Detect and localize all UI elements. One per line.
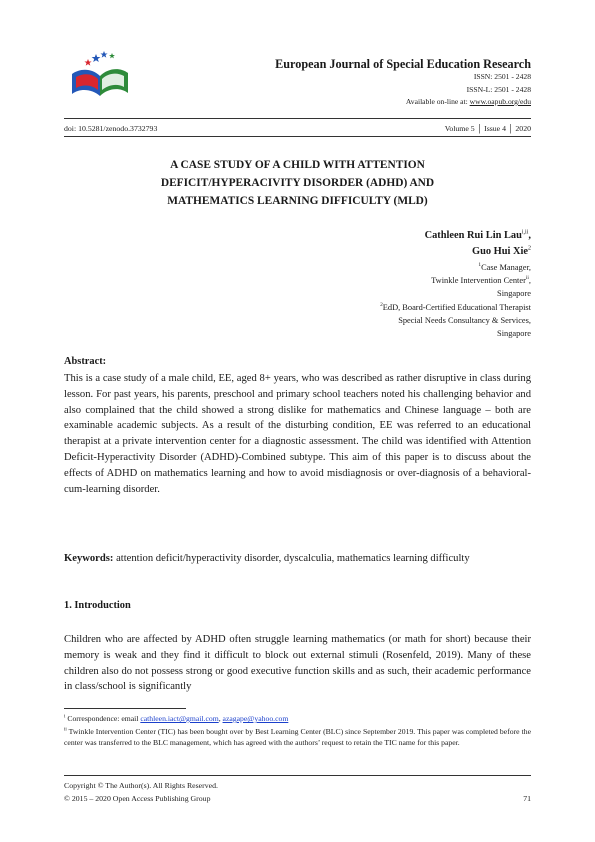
- journal-logo: [66, 50, 138, 100]
- author-1-comma: ,: [528, 230, 531, 241]
- doi: doi: 10.5281/zenodo.3732793: [64, 124, 158, 133]
- author-1-name: Cathleen Rui Lin Lau: [424, 230, 522, 241]
- footnote-2: [64, 726, 531, 748]
- title-line: A CASE STUDY OF A CHILD WITH ATTENTION: [170, 159, 425, 171]
- header-rule-bottom: [64, 136, 531, 137]
- affiliation-1-org-mark: ii: [525, 275, 529, 282]
- keywords: [64, 551, 531, 567]
- title-line: MATHEMATICS LEARNING DIFFICULTY (MLD): [167, 195, 428, 207]
- affiliation-1-mark: 1: [478, 262, 482, 269]
- affiliation-1-org-comma: ,: [528, 276, 531, 285]
- issn-l: ISSN-L: 2501 - 2428: [466, 85, 531, 94]
- footer-rule: [64, 775, 531, 776]
- abstract-body: This is a case study of a male child, EE, aged 8+ years, who was described as rather disruptive in class during lesson. For past years, his parents, preschool and primary school teachers noted his challenging behavior and also complained that the child showed a strong dislike for mathematics and Chinese language – both are examinable academic subjects. As a result of the disturbing condition, EE was referred to an educational therapist at a private intervention center for a diagnostic assessment. The child was identified with Attention Deficit-Hyperactivity Disorder (ADHD)-Combined subtype. This aim of this paper is to discuss about the effects of ADHD on mathematics learning and how to avoid misdiagnosis or over-diagnosis of a behavioral-cum-learning disorder.: [64, 373, 531, 495]
- email-link-1[interactable]: cathleen.iact@gmail.com: [140, 714, 219, 723]
- footnote-1-prefix: Correspondence: email: [67, 714, 141, 723]
- available-online: [406, 97, 531, 106]
- paper-title: [64, 156, 531, 210]
- copyright-line-2: © 2015 – 2020 Open Access Publishing Group: [64, 794, 211, 803]
- footnote-rule: [64, 708, 186, 709]
- affiliation-1-line-1: [478, 263, 531, 272]
- email-link-2[interactable]: azagape@yahoo.com: [222, 714, 289, 723]
- keywords-text: attention deficit/hyperactivity disorder, dyscalculia, mathematics learning difficulty: [113, 553, 470, 564]
- introduction-body: Children who are affected by ADHD often struggle learning mathematics (or math for short) because their memory is weak and they find it difficult to block out external stimuli (Rosenfeld, 2019). Many of these children also do not possess strong or good executive function skills and as such, their academic performance in class/school is significantly: [64, 634, 531, 693]
- volume-issue-year: Volume 5 │ Issue 4 │ 2020: [444, 124, 531, 133]
- author-2-name: Guo Hui Xie: [471, 246, 528, 257]
- author-1: [425, 230, 531, 241]
- journal-website-link[interactable]: www.oapub.org/edu: [469, 97, 531, 106]
- author-1-marks: i,ii: [521, 229, 529, 236]
- affiliation-2-line-2: Special Needs Consultancy & Services,: [398, 316, 531, 325]
- title-line: DEFICIT/HYPERACIVITY DISORDER (ADHD) AND: [160, 177, 435, 189]
- affiliation-1-role: Case Manager,: [481, 263, 531, 272]
- footnote-2-mark: ii: [64, 727, 67, 733]
- affiliation-2-line-3: Singapore: [497, 329, 531, 338]
- footnote-1-sep: ,: [218, 714, 223, 723]
- page-number: 71: [523, 794, 531, 803]
- footnote-1-mark: i: [64, 714, 66, 720]
- footnote-2-text: Twinkle Intervention Center (TIC) has been bought over by Best Learning Center (BLC) since September 2019. This paper was completed before the center was transferred to the BLC management, which has agreed with the authors’ request to retain the TIC name for this paper.: [64, 727, 531, 748]
- keywords-label: Keywords:: [64, 553, 114, 564]
- copyright-line-1: Copyright © The Author(s). All Rights Reserved.: [64, 781, 218, 790]
- affiliation-2-line-1: [380, 303, 531, 312]
- affiliation-2-role: EdD, Board-Certified Educational Therapist: [382, 303, 531, 312]
- affiliation-1-line-3: Singapore: [497, 289, 531, 298]
- affiliation-1-org: Twinkle Intervention Center: [431, 276, 526, 285]
- footnote-1: [64, 713, 531, 724]
- journal-title: European Journal of Special Education Research: [275, 57, 531, 71]
- available-online-label: Available on-line at:: [405, 97, 470, 106]
- affiliation-2-mark: 2: [380, 302, 383, 309]
- section-heading-introduction: 1. Introduction: [64, 600, 131, 611]
- logo-stars: [84, 51, 115, 66]
- author-2: [472, 246, 531, 257]
- abstract-heading: Abstract:: [64, 356, 107, 367]
- header-rule-top: [64, 118, 531, 119]
- affiliation-1-line-2: [431, 276, 531, 285]
- issn: ISSN: 2501 - 2428: [473, 72, 531, 81]
- author-2-mark: 2: [528, 245, 531, 252]
